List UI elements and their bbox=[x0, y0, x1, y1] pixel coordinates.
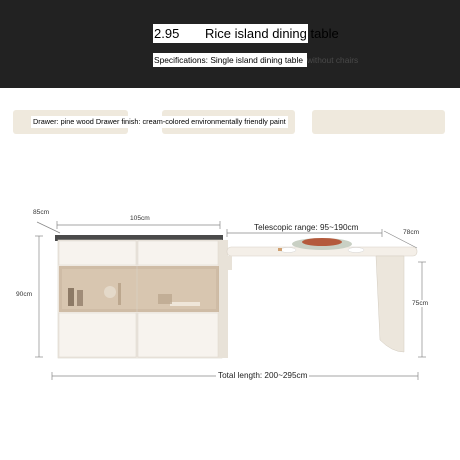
dim-depth-table: 78cm bbox=[403, 229, 420, 236]
extending-table bbox=[227, 238, 417, 352]
dim-total-length: Total length: 200~295cm bbox=[218, 371, 308, 380]
specifications-label: Specifications: Single island dining table bbox=[153, 53, 307, 67]
finish-description: Drawer: pine wood Drawer finish: cream-colored environmentally friendly paint bbox=[33, 117, 286, 126]
cabinet bbox=[55, 235, 228, 358]
dim-height: 90cm bbox=[16, 291, 33, 298]
dim-depth-cabinet: 85cm bbox=[33, 209, 50, 216]
spec-suffix: without chairs bbox=[307, 55, 359, 65]
dim-width-cabinet: 105cm bbox=[130, 215, 150, 222]
product-name: Rice island dining table bbox=[205, 26, 339, 41]
price-label: 2.95 bbox=[153, 24, 204, 43]
dim-telescopic: Telescopic range: 95~190cm bbox=[254, 223, 359, 232]
dim-table-height: 75cm bbox=[412, 300, 429, 307]
